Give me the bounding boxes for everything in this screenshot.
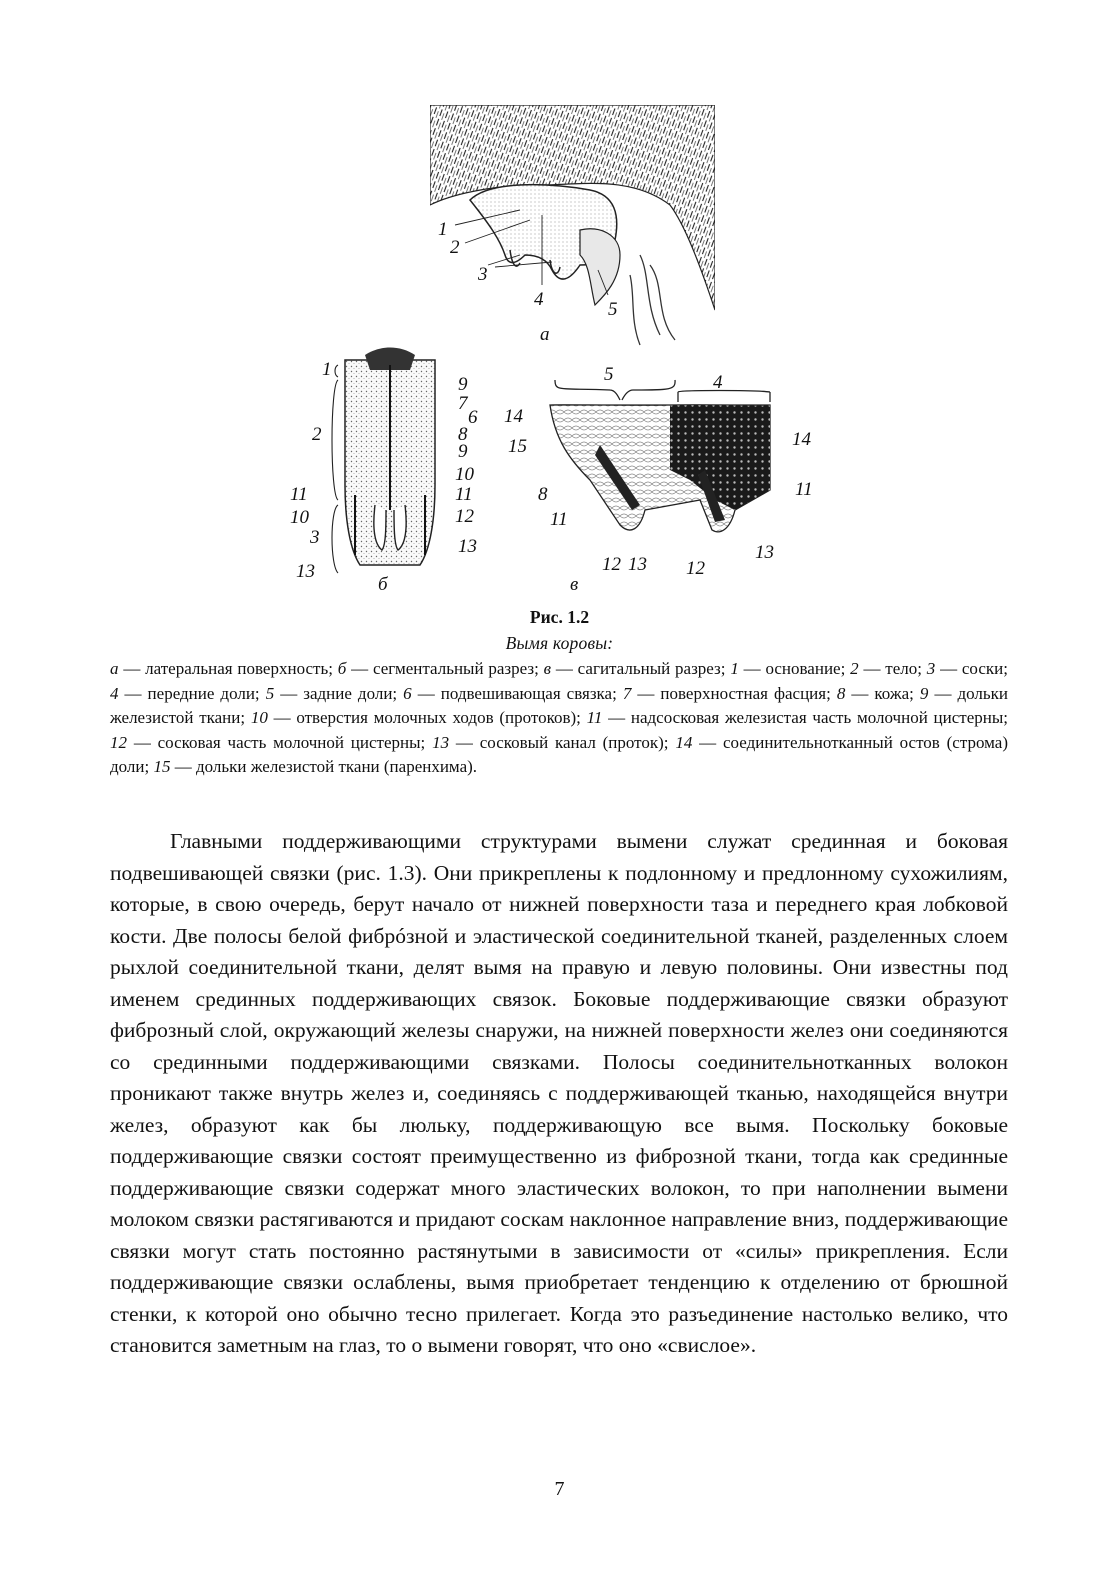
panel-b-label-2: 2: [312, 424, 322, 445]
legend-text: — тело;: [858, 659, 927, 678]
legend-key: 3: [926, 659, 936, 678]
legend-key: б: [337, 659, 347, 678]
legend-text: — подвешивающая связка;: [411, 683, 623, 703]
legend-key: 2: [850, 659, 859, 678]
legend-key: 10: [250, 708, 268, 728]
legend-key: а: [110, 659, 119, 678]
panel-b-label-1: 1: [322, 359, 332, 380]
legend-key: 12: [110, 732, 127, 752]
figure-panel-a: [430, 105, 715, 350]
panel-b-label-9a: 9: [458, 374, 468, 395]
legend-entry: [623, 684, 837, 703]
legend-text: — основание;: [738, 659, 851, 678]
legend-text: — соединительнотканный остов (строма) доли;: [110, 732, 1008, 777]
legend-entry: [338, 659, 544, 678]
legend-text: — сосковая часть молочной цистерны;: [127, 732, 433, 752]
legend-text: — дольки железистой ткани (паренхима).: [170, 757, 478, 777]
legend-entry: [850, 659, 927, 678]
legend-text: — латеральная поверхность;: [118, 659, 338, 678]
figure-title: Рис. 1.2: [529, 607, 590, 627]
panel-v-label-13a: 13: [628, 554, 647, 575]
panel-v-label-12b: 12: [686, 558, 705, 579]
panel-a-label-5: 5: [608, 299, 618, 320]
panel-v-label-11l: 11: [550, 509, 568, 530]
legend-key: 6: [403, 683, 412, 703]
panel-b-label-6: 6: [468, 407, 478, 428]
panel-v-label-13b: 13: [755, 542, 774, 563]
legend-entry: [110, 684, 266, 703]
legend-entry: [837, 684, 920, 703]
legend-text: — передние доли;: [118, 683, 266, 703]
legend-text: — сегментальный разрез;: [346, 659, 544, 678]
panel-a-letter: а: [540, 324, 550, 345]
legend-entry: [110, 659, 338, 678]
figure-subtitle: Вымя коровы:: [505, 633, 614, 653]
panel-b-label-13: 13: [296, 561, 315, 582]
legend-key: 11: [586, 708, 603, 728]
legend-text: — сагитальный разрез;: [551, 659, 731, 678]
panel-b-label-8: 8: [458, 424, 468, 445]
panel-b-label-3: 3: [310, 527, 320, 548]
legend-entry: [251, 708, 587, 727]
panel-a-label-4: 4: [534, 289, 544, 310]
panel-a-label-2: 2: [450, 237, 460, 258]
body-paragraph: Главными поддерживающими структурами вымени служат срединная и боковая подвешивающей связки (рис. 1.3). Они прикреплены к подлонному и предлонному сухожилиям, которые, в свою очередь, берут начало от нижней поверхности таза и переднего края лобковой кости. Две полосы белой фибрóзной и эластической соединительной тканей, разделенных слоем рыхлой соединительной ткани, делят вымя на правую и левую половины. Они известны под именем срединных поддерживающих связок. Боковые поддерживающие связки образуют фиброзный слой, окружающий железы снаружи, на нижней поверхности желез они соединяются со срединными поддерживающими связками. Полосы соединительнотканных волокон проникают также внутрь желез и, соединяясь с поддерживающей тканью, находящейся внутри желез, образуют как бы люльку, поддерживающую все вымя. Поскольку боковые поддерживающие связки состоят преимущественно из фиброзной ткани, тогда как срединные поддерживающие связки содержат много эластических волокон, то при наполнении вымени молоком связки растягиваются и придают соскам наклонное направление вниз, поддерживающие связки могут стать постоянно растянутыми в зависимости от «силы» прикрепления. Если поддерживающие связки ослаблены, вымя приобретает тенденцию к отделению от брюшной стенки, к которой оно обычно тесно прилегает. Когда это разъединение настолько велико, что становится заметным на глаз, то о вымени говорят, что оно «свислое».: [110, 829, 1008, 1357]
legend-entry: [730, 659, 850, 678]
panel-v-label-14r: 14: [792, 429, 811, 450]
legend-key: 5: [265, 683, 275, 703]
panel-b-label-13r: 13: [458, 536, 477, 557]
figure-legend: [110, 657, 1008, 780]
legend-text: — кожа;: [845, 683, 920, 703]
panel-v-letter: в: [570, 574, 579, 595]
legend-key: в: [543, 659, 552, 678]
legend-entry: [153, 757, 477, 776]
legend-entry: [432, 733, 675, 752]
panel-b-label-11r: 11: [455, 484, 473, 505]
legend-key: 14: [675, 732, 693, 752]
figure: [0, 0, 1119, 605]
panel-b-label-10r: 10: [455, 464, 474, 485]
legend-key: 4: [110, 683, 119, 703]
panel-b-label-12: 12: [455, 506, 474, 527]
legend-key: 15: [153, 757, 171, 777]
panel-v-label-14l: 14: [504, 406, 523, 427]
panel-b-label-10: 10: [290, 507, 309, 528]
legend-entry: [587, 708, 1008, 727]
legend-entry: [403, 684, 623, 703]
legend-text: — сосковый канал (проток);: [449, 732, 676, 752]
panel-b-letter: б: [378, 574, 388, 595]
panel-v-label-12a: 12: [602, 554, 621, 575]
panel-b-label-7: 7: [458, 393, 468, 414]
legend-entry: [927, 659, 1008, 678]
legend-entry: [544, 659, 731, 678]
panel-b-label-9b: 9: [458, 441, 468, 462]
panel-v-label-11r: 11: [795, 479, 813, 500]
legend-key: 8: [836, 683, 846, 703]
legend-text: — соски;: [935, 659, 1008, 678]
legend-text: — надсосковая железистая часть молочной цистерны;: [602, 708, 1009, 728]
legend-key: 7: [622, 683, 632, 703]
legend-key: 13: [432, 732, 450, 752]
figure-panel-b: [290, 345, 500, 595]
legend-key: 1: [730, 659, 739, 678]
legend-text: — поверхностная фасция;: [631, 683, 837, 703]
legend-text: — задние доли;: [274, 683, 404, 703]
panel-v-label-8: 8: [538, 484, 548, 505]
legend-entry: [266, 684, 403, 703]
panel-v-label-15: 15: [508, 436, 527, 457]
panel-a-label-1: 1: [438, 219, 448, 240]
legend-key: 9: [919, 683, 929, 703]
panel-v-label-5: 5: [604, 364, 614, 385]
panel-b-label-11: 11: [290, 484, 308, 505]
legend-text: — отверстия молочных ходов (протоков);: [267, 708, 587, 728]
figure-panel-v: [500, 360, 830, 600]
legend-text: — дольки железистой ткани;: [110, 683, 1008, 728]
page-number: 7: [554, 1478, 565, 1500]
legend-entry: [110, 733, 432, 752]
panel-a-label-3: 3: [478, 264, 488, 285]
panel-v-label-4: 4: [713, 372, 723, 393]
